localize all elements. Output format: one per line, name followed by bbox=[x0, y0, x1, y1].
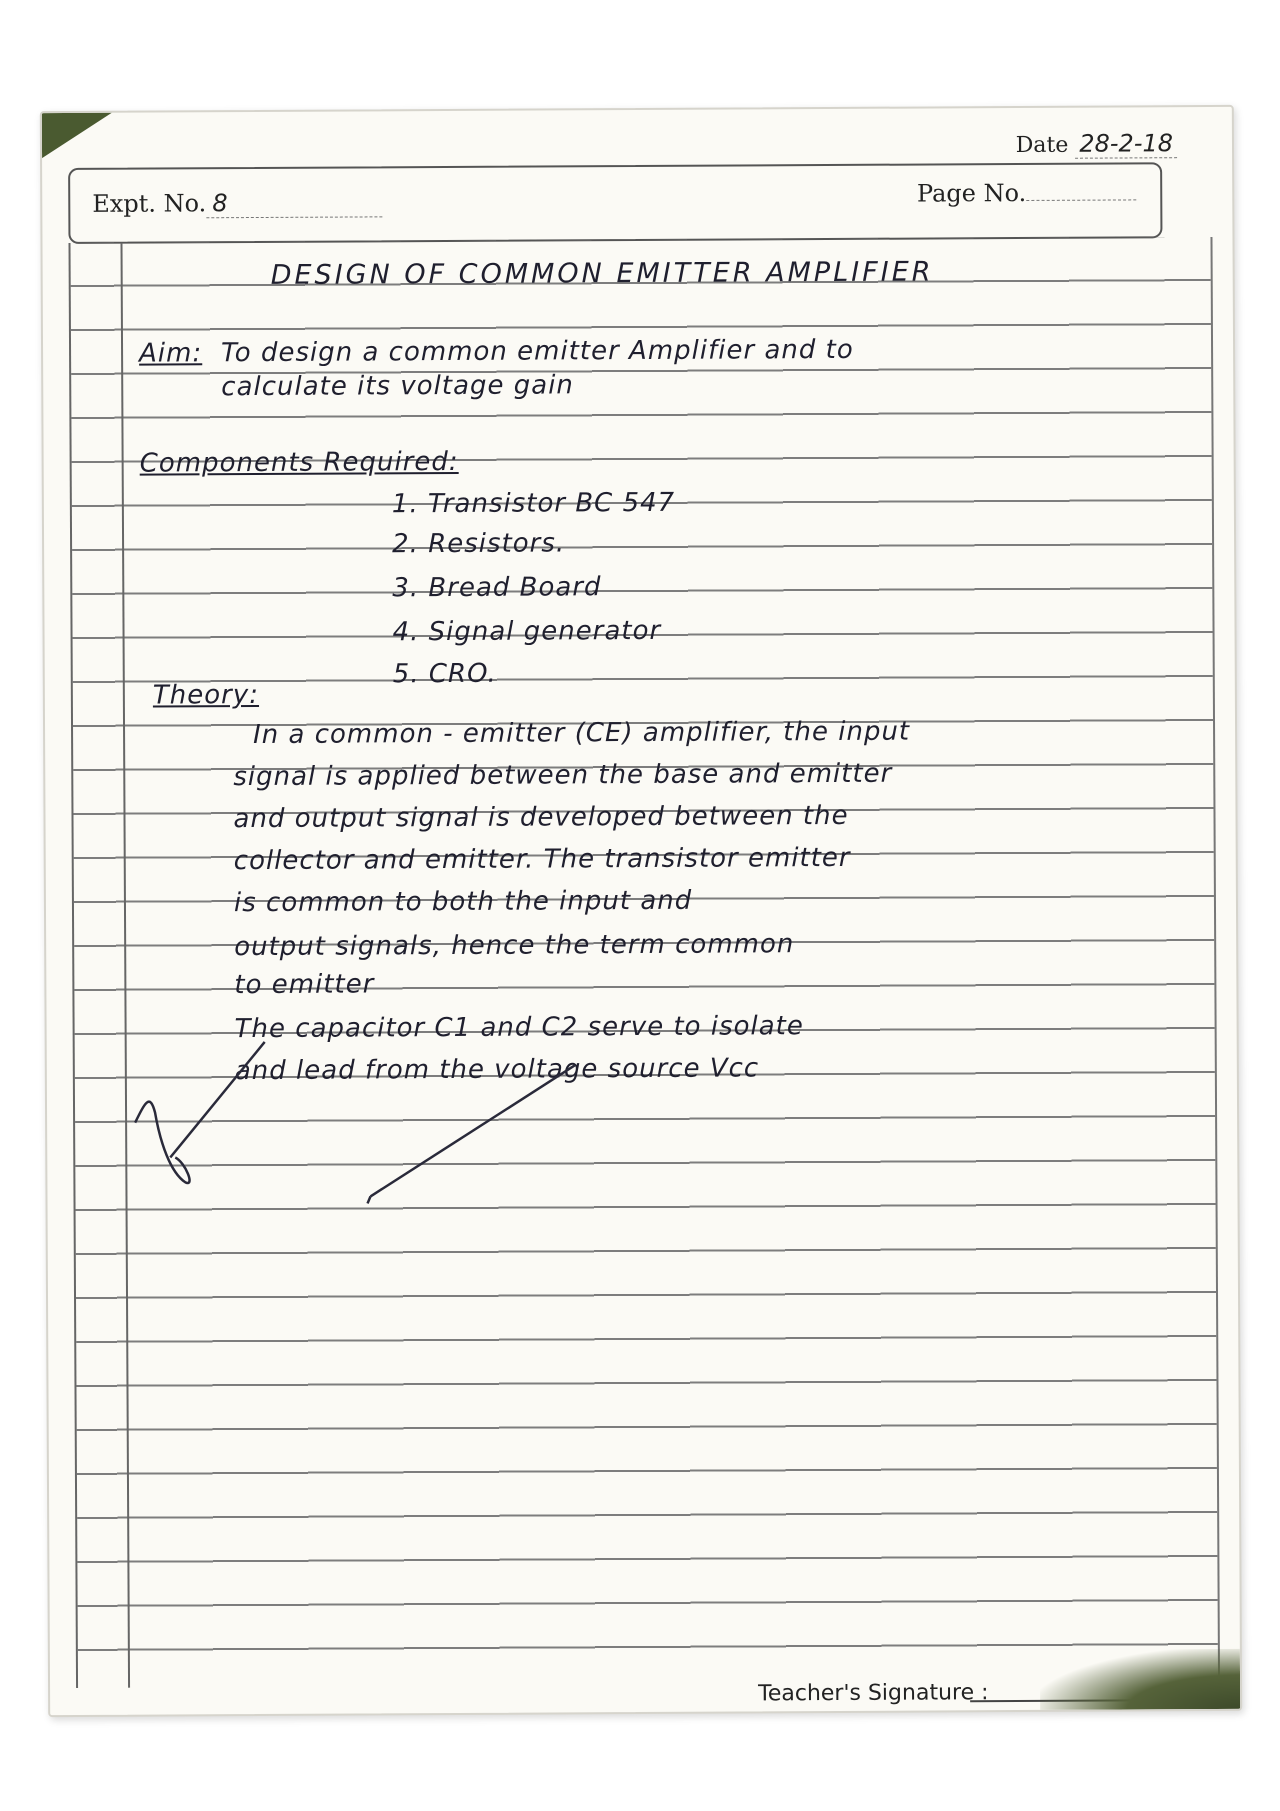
theory-line: and output signal is developed between the bbox=[233, 800, 849, 835]
theory-line: collector and emitter. The transistor emitter bbox=[233, 842, 851, 877]
theory-line: The capacitor C1 and C2 serve to isolate bbox=[234, 1011, 804, 1045]
components-label bbox=[140, 447, 459, 479]
date-label: Date bbox=[1015, 132, 1069, 159]
theory-line: signal is applied between the base and emitter bbox=[233, 758, 893, 793]
component-item: 3. Bread Board bbox=[392, 572, 602, 604]
page-title: DESIGN OF COMMON EMITTER AMPLIFIER bbox=[270, 256, 934, 291]
teacher-signature-label: Teacher's Signature : bbox=[758, 1680, 989, 1707]
expt-value: 8 bbox=[206, 188, 382, 218]
theory-line: and lead from the voltage source Vcc bbox=[234, 1053, 760, 1087]
component-item: 1. Transistor BC 547 bbox=[391, 487, 676, 520]
theory-label: Theory: bbox=[152, 679, 260, 711]
theory-line: is common to both the input and bbox=[233, 885, 693, 919]
page-no-label: Page No. bbox=[916, 178, 1027, 208]
ruled-sheet bbox=[68, 237, 1220, 1707]
theory-line: output signals, hence the term common bbox=[234, 929, 795, 963]
cross-out-tail bbox=[367, 1196, 370, 1203]
component-item: 4. Signal generator bbox=[392, 615, 662, 648]
expt-label: Expt. No. bbox=[92, 189, 207, 218]
page-no-blank bbox=[1026, 181, 1136, 201]
margin-line bbox=[120, 243, 130, 1688]
page-no-field bbox=[917, 178, 1136, 207]
theory-line: to emitter bbox=[234, 969, 375, 1001]
page-corner-shadow bbox=[42, 113, 112, 158]
aim-label: Aim: bbox=[138, 338, 203, 369]
component-item: 2. Resistors. bbox=[391, 528, 566, 560]
aim-line-1: To design a common emitter Amplifier and to bbox=[220, 334, 854, 369]
header-box bbox=[68, 162, 1162, 244]
expt-field bbox=[92, 188, 382, 219]
theory-line: In a common - emitter (CE) amplifier, the input bbox=[252, 716, 911, 751]
aim-line-2: calculate its voltage gain bbox=[221, 370, 574, 403]
page-corner-shadow bbox=[1040, 1649, 1240, 1710]
component-item: 5. CRO. bbox=[392, 658, 497, 690]
date-value: 28-2-18 bbox=[1075, 129, 1177, 159]
date-field bbox=[1016, 129, 1177, 158]
notebook-page bbox=[40, 105, 1242, 1717]
components-label-text: Components Required: bbox=[139, 446, 459, 479]
